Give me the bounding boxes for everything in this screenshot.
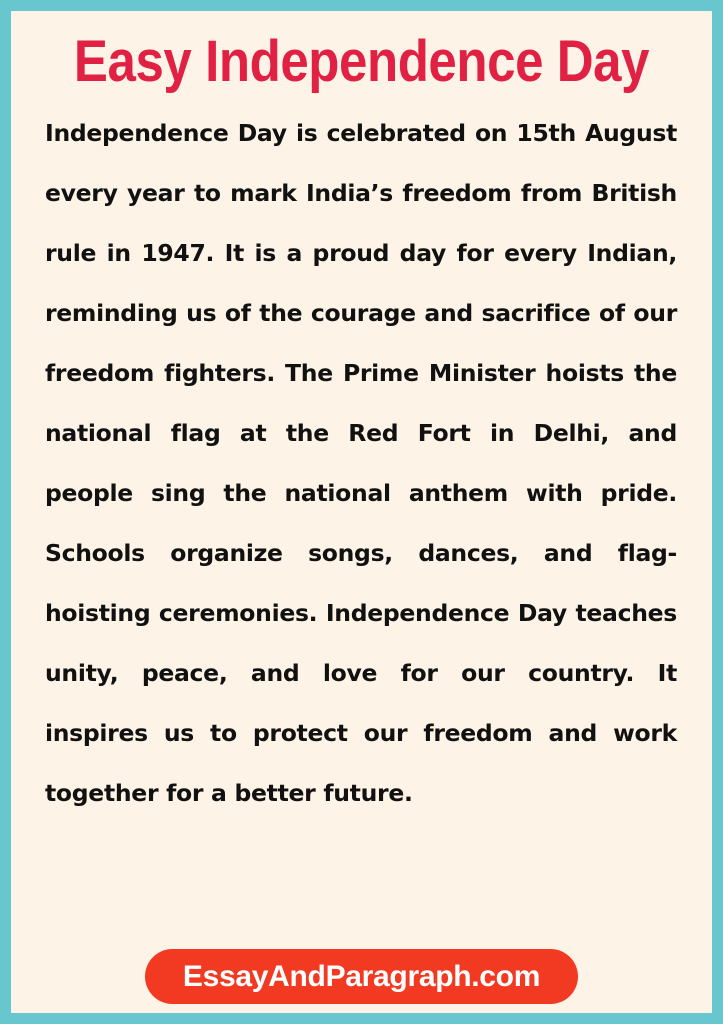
essay-paragraph: Independence Day is celebrated on 15th August every year to mark India’s freedom from British rule in 1947. It is a proud day for every Indian, reminding us of the courage and sacrifice of our freedom fighters. The Prime Minister hoists the national flag at the Red Fort in Delhi, and people sing the national anthem with pride. Schools organize songs, dances, and flag-hoisting ceremonies. Independence Day teaches unity, peace, and love for our country. It inspires us to protect our freedom and work together for a better future.: [45, 119, 677, 807]
website-badge: EssayAndParagraph.com: [145, 949, 578, 1004]
essay-card: [11, 11, 712, 1013]
page-title: Easy Independence Day: [73, 29, 650, 94]
